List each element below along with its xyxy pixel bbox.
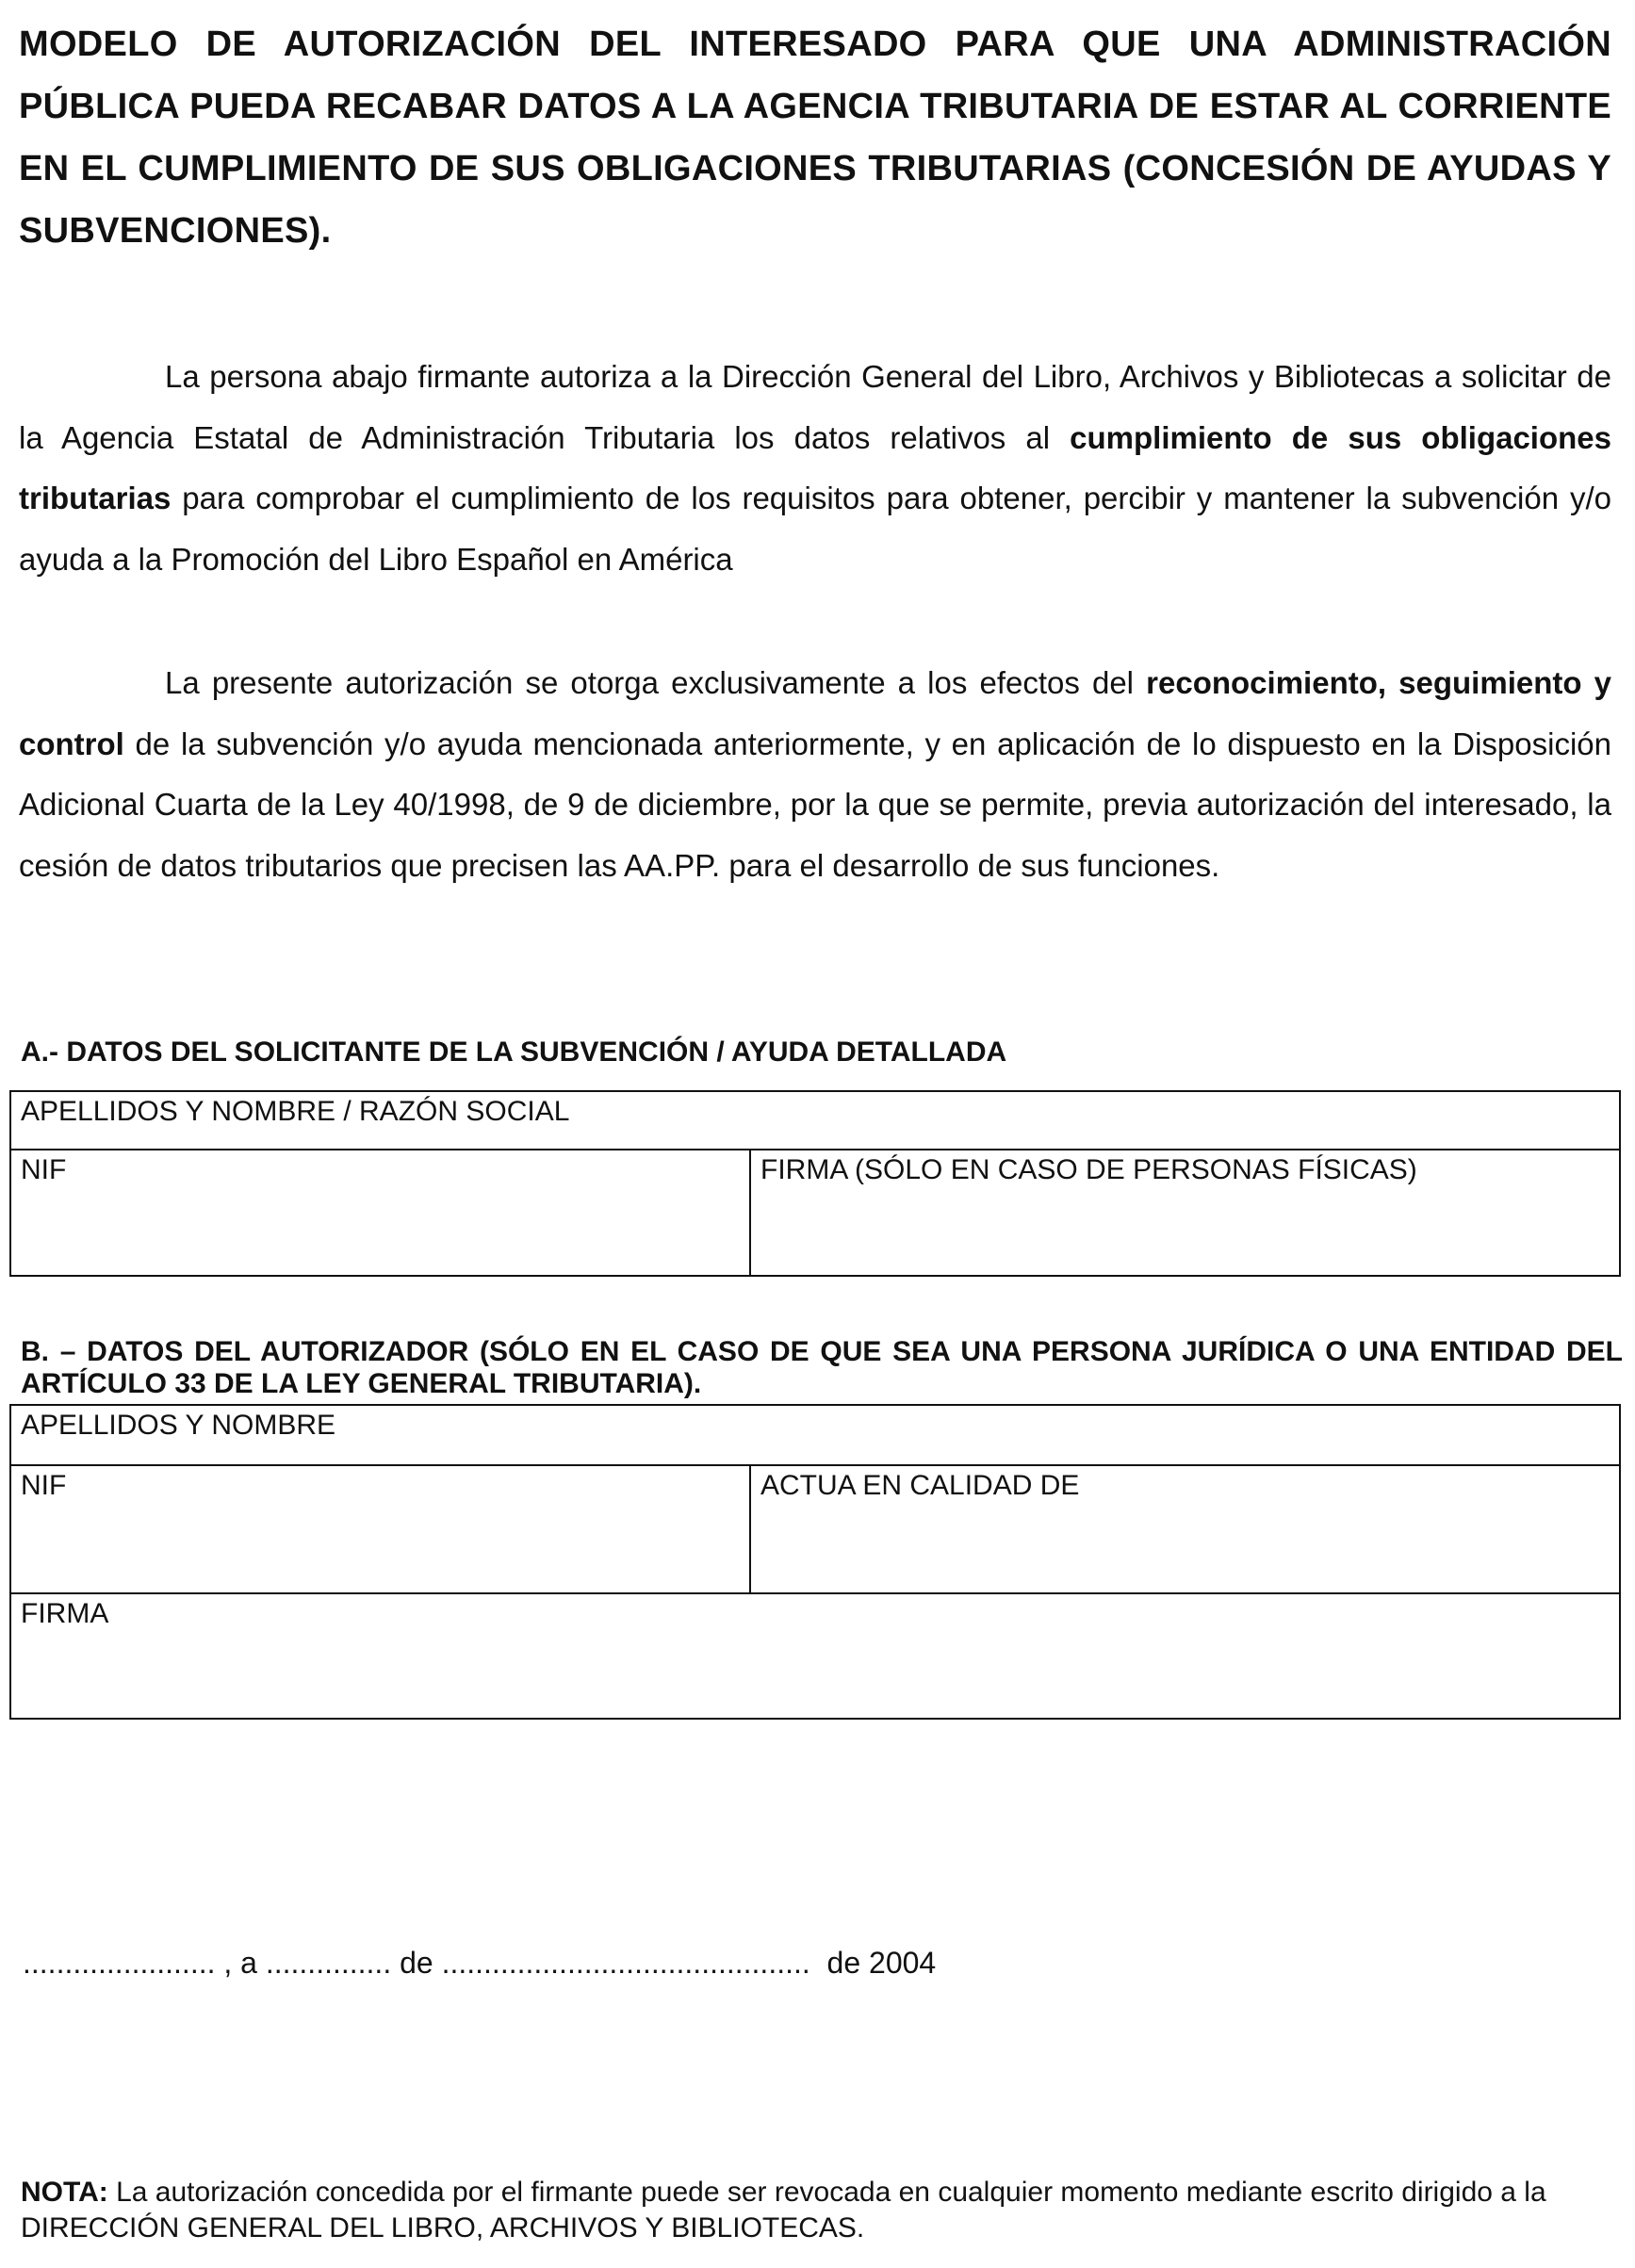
section-b-heading: B. – DATOS DEL AUTORIZADOR (SÓLO EN EL CASO DE QUE SEA UNA PERSONA JURÍDICA O UNA ENTIDAD DEL ARTÍCULO 33 DE LA LEY GENERAL TRIBUTARIA). <box>21 1336 1623 1399</box>
paragraph-bold-text: cumplimiento de sus obligaciones tributarias <box>19 419 1611 515</box>
table-row <box>11 1592 1619 1718</box>
paragraph-text: de la subvención y/o ayuda mencionada anteriormente, y en aplicación de lo dispuesto en la Disposición Adicional Cuarta de la Ley 40/1998, de 9 de diciembre, por la que se permite, previa autorización del interesado, la cesión de datos tributarios que precisen las AA.PP. para el desarrollo de sus funciones. <box>19 726 1611 883</box>
table-row <box>11 1406 1619 1464</box>
applicant-name-field[interactable] <box>11 1092 1619 1149</box>
note-label: NOTA: <box>21 2177 108 2208</box>
authorization-paragraph <box>19 347 1611 590</box>
document-title: MODELO DE AUTORIZACIÓN DEL INTERESADO PARA QUE UNA ADMINISTRACIÓN PÚBLICA PUEDA RECABAR DATOS A LA AGENCIA TRIBUTARIA DE ESTAR AL CORRIENTE EN EL CUMPLIMIENTO DE SUS OBLIGACIONES TRIBUTARIAS (CONCESIÓN DE AYUDAS Y SUBVENCIONES). <box>19 24 1611 251</box>
table-row <box>11 1092 1619 1149</box>
paragraph-bold-text: reconocimiento, seguimiento y control <box>19 665 1611 761</box>
paragraph-text: La persona abajo firmante autoriza a la Dirección General del Libro, Archivos y Bibliotecas a solicitar de la Agencia Estatal de Administración Tributaria los datos relativos al <box>19 359 1611 455</box>
paragraph-text: para comprobar el cumplimiento de los requisitos para obtener, percibir y mantener la subvención y/o ayuda a la Promoción del Libro Español en América <box>19 481 1611 577</box>
field-label: APELLIDOS Y NOMBRE / RAZÓN SOCIAL <box>21 1096 570 1127</box>
authorizer-data-table <box>9 1404 1621 1720</box>
field-label: NIF <box>21 1470 67 1501</box>
authorizer-signature-field[interactable] <box>11 1594 1619 1718</box>
field-label: APELLIDOS Y NOMBRE <box>21 1410 336 1441</box>
note-text: La autorización concedida por el firmante puede ser revocada en cualquier momento mediante escrito dirigido a la DIRECCIÓN GENERAL DEL LIBRO, ARCHIVOS Y BIBLIOTECAS. <box>21 2177 1546 2244</box>
authorizer-capacity-field[interactable] <box>749 1466 1619 1592</box>
table-row <box>11 1149 1619 1275</box>
paragraph-text: La presente autorización se otorga exclusivamente a los efectos del <box>165 665 1147 700</box>
applicant-signature-field[interactable] <box>749 1150 1619 1275</box>
field-label: FIRMA <box>21 1598 109 1629</box>
field-label: FIRMA (SÓLO EN CASO DE PERSONAS FÍSICAS) <box>760 1154 1417 1185</box>
applicant-data-table <box>9 1090 1621 1277</box>
authorizer-nif-field[interactable] <box>11 1466 749 1592</box>
authorizer-name-field[interactable] <box>11 1406 1619 1464</box>
place-date-line: ....................... , a ............... de ............................................ de 2004 <box>23 1946 937 1980</box>
table-row <box>11 1464 1619 1592</box>
revocation-note <box>21 2175 1623 2246</box>
field-label: ACTUA EN CALIDAD DE <box>760 1470 1080 1501</box>
scope-paragraph <box>19 653 1611 896</box>
field-label: NIF <box>21 1154 67 1185</box>
section-a-heading: A.- DATOS DEL SOLICITANTE DE LA SUBVENCIÓN / AYUDA DETALLADA <box>21 1036 1007 1068</box>
applicant-nif-field[interactable] <box>11 1150 749 1275</box>
